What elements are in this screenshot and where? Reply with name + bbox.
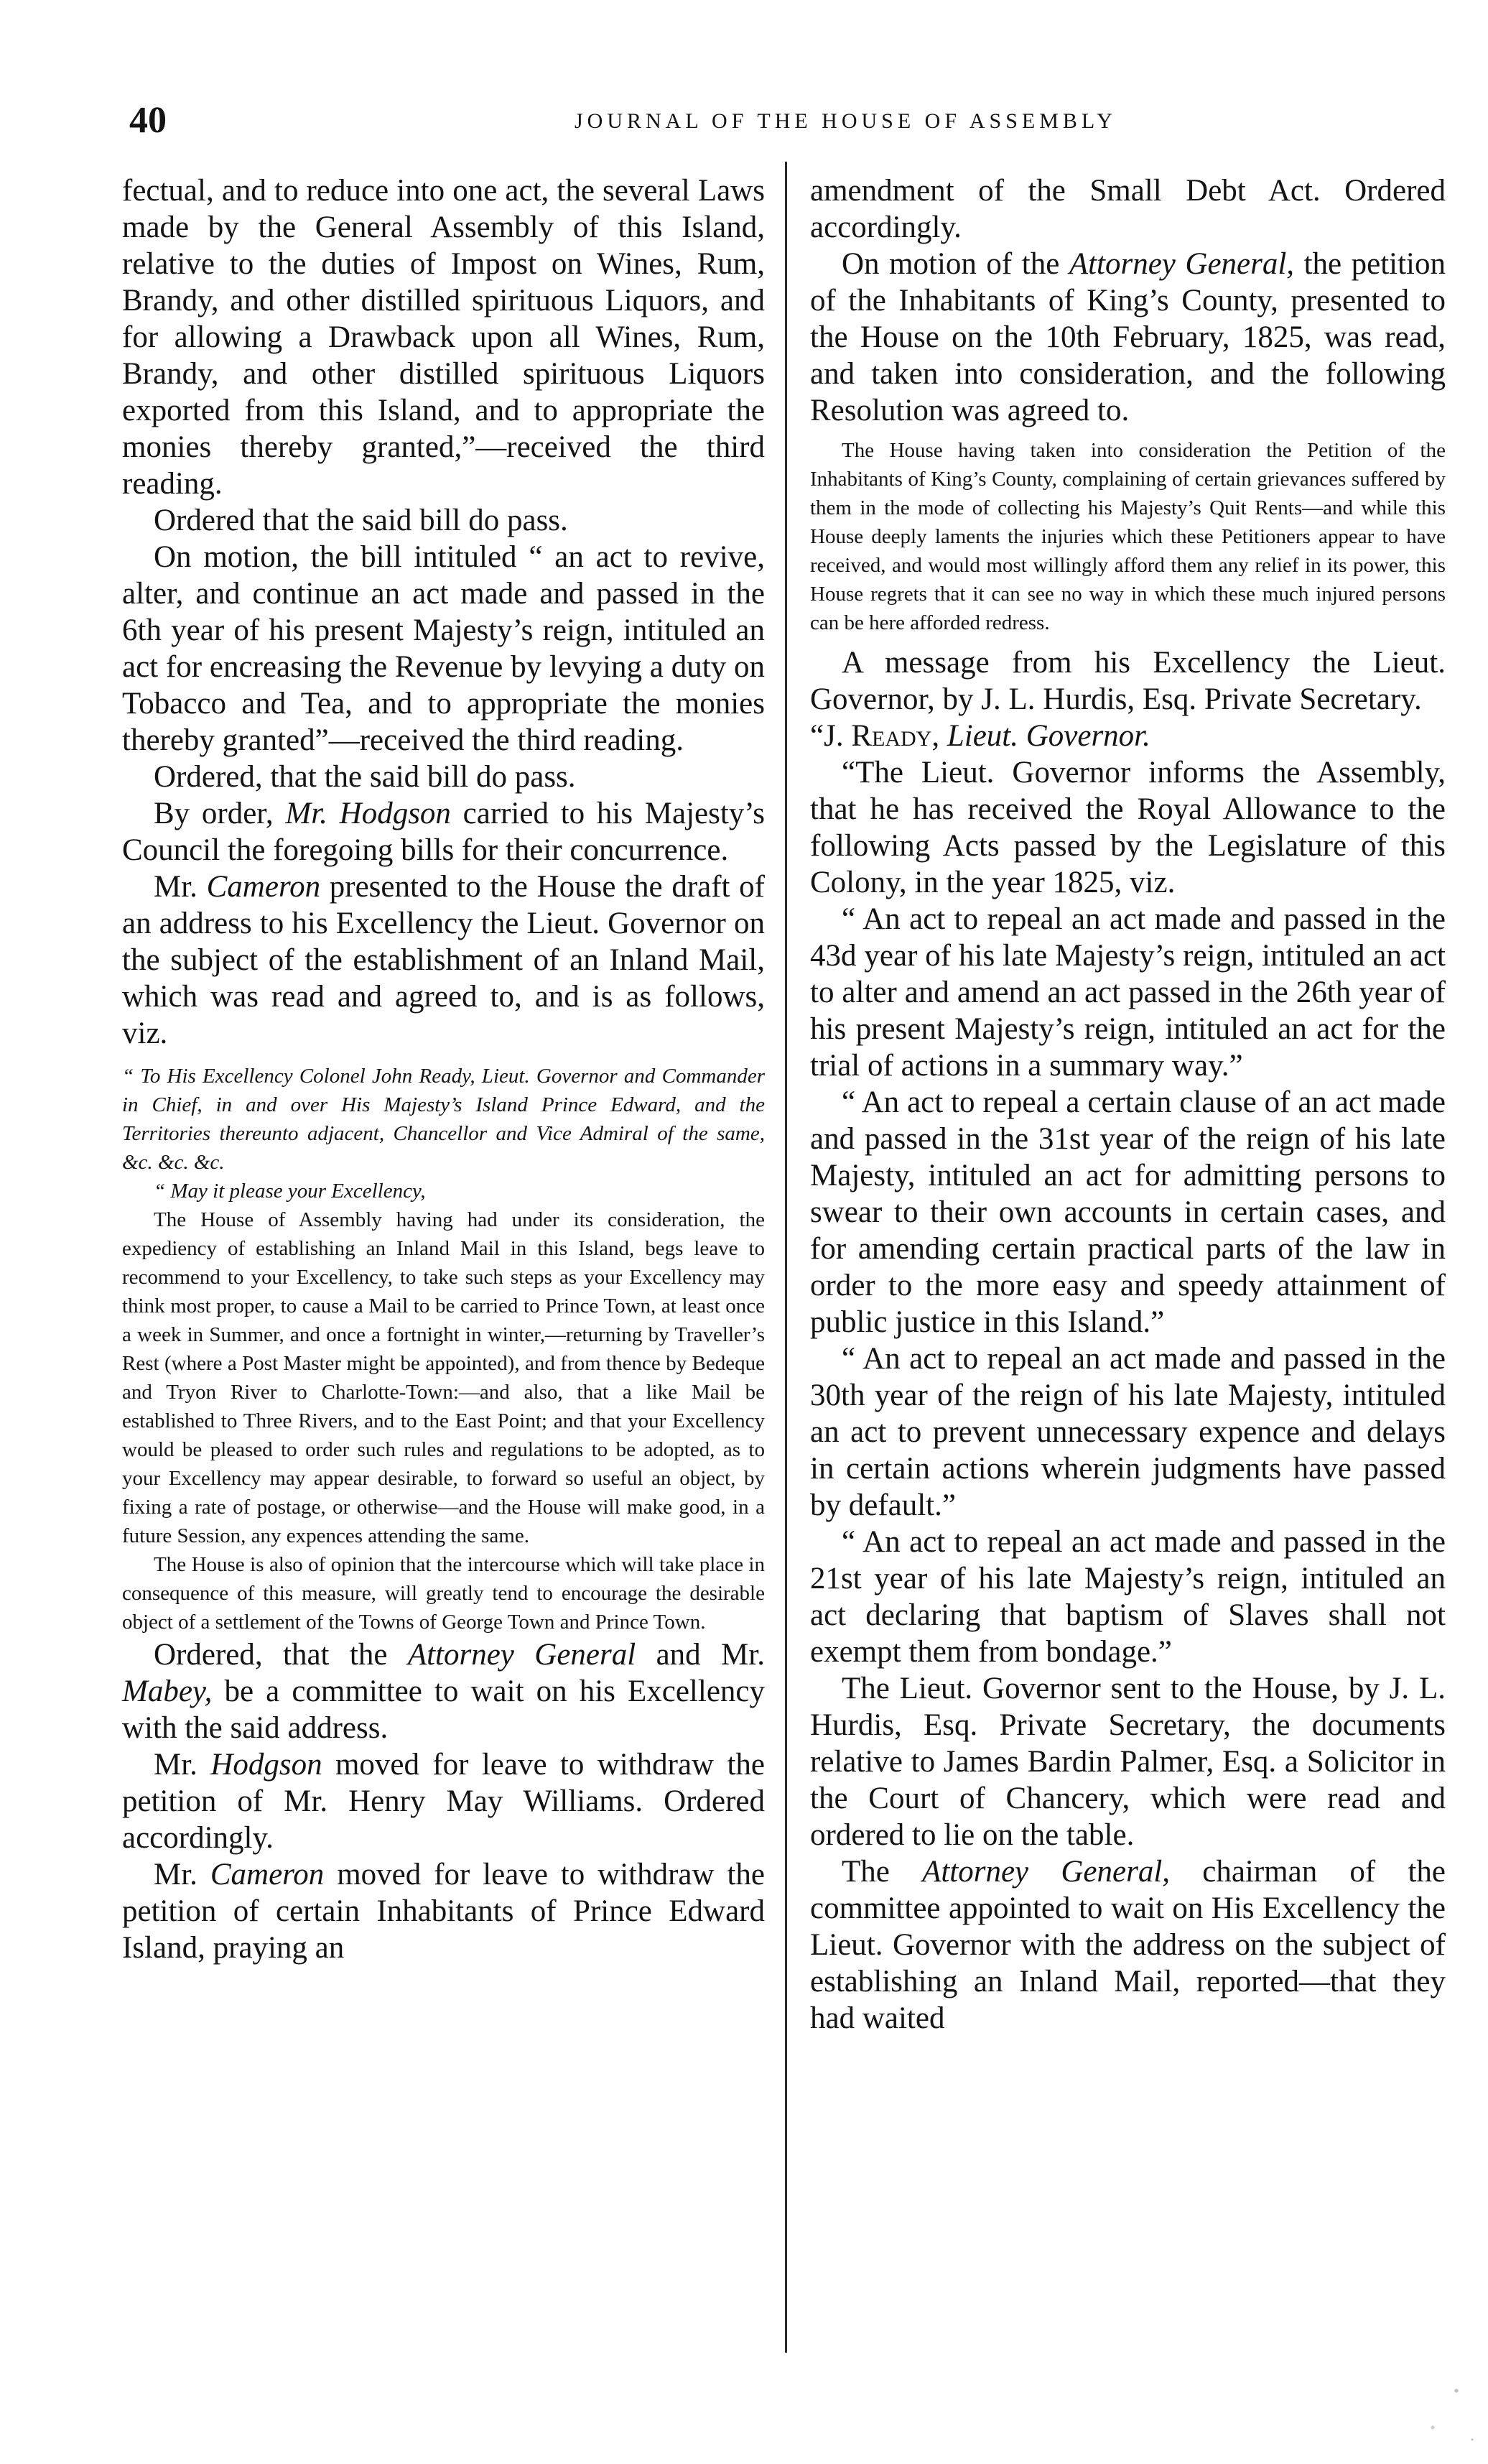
text-run: By order, [154,797,286,830]
paragraph [122,1746,765,1856]
paragraph [810,1853,1446,2037]
paragraph [122,869,765,1052]
paragraph: On motion, the bill intituled “ an act to revive, alter, and continue an act made and passed in the 6th year of his present Majesty’s reign, intituled an act for encreasing the Revenue by levying a duty on Tobacco and Tea, and to appropriate the monies thereby granted”—received the third reading. [122,540,765,757]
page-number: 40 [129,100,167,141]
signature-name: “J. Ready, [810,719,940,753]
text-run: the petition of the Inhabitants of King’s County, presented to the House on the 10th February, 1825, was read, and taken into consideration, and the following Resolution was agreed to. [810,247,1446,427]
act-entry: “ An act to repeal an act made and passed in the 43d year of his late Majesty’s reign, intituled an act to alter and amend an act passed in the 26th year of his present Majesty’s reign, intituled an act for the trial of actions in a summary way.” [810,902,1446,1083]
signature-title: Lieut. Governor. [947,719,1150,753]
left-column [122,172,765,1966]
paper-speckle [1409,2342,1488,2464]
paragraph: The Lieut. Governor sent to the House, by J. L. Hurdis, Esq. Private Secretary, the documents relative to James Bardin Palmer, Esq. a Solicitor in the Court of Chancery, which were read and ordered to lie on the table. [810,1672,1446,1852]
paragraph: fectual, and to reduce into one act, the several Laws made by the General Assembly of this Island, relative to the duties of Impost on Wines, Rum, Brandy, and other distilled spirituous Liquors, and for allowing a Drawback upon all Wines, Rum, Brandy, and other distilled spirituous Liquors exported from this Island, and to appropriate the monies thereby granted,”—received the third reading. [122,174,765,501]
text-run: Mr. [154,1748,211,1782]
member-name: Cameron [206,870,321,904]
text-run: Mr. [154,870,207,904]
act-entry: “ An act to repeal an act made and passed in the 30th year of the reign of his late Majesty, intituled an act to prevent unnecessary expence and delays in certain actions wherein judgments have passed by default.” [810,1342,1446,1522]
paragraph: amendment of the Small Debt Act. Ordered accordingly. [810,174,1446,244]
running-title: JOURNAL OF THE HOUSE OF ASSEMBLY [575,109,1117,133]
text-run: carried to his Majesty’s Council the foregoing bills for their concurrence. [122,797,766,867]
text-run: On motion of the [842,247,1069,281]
paragraph [122,1856,765,1966]
paragraph: A message from his Excellency the Lieut. Governor, by J. L. Hurdis, Esq. Private Secretary. [810,646,1446,716]
member-name: Attorney General, [922,1855,1171,1889]
member-name: Hodgson [210,1748,322,1782]
signature [810,718,1446,754]
member-name: Mr. Hodgson [285,797,451,830]
act-entry: “ An act to repeal a certain clause of an act made and passed in the 31st year of the reign of his late Majesty, intituled an act for admitting persons to swear to their own accounts in certain cases, and for amending certain practical parts of the law in order to the more easy and speedy attainment of public justice in this Island.” [810,1085,1446,1339]
column-divider [785,162,787,2353]
text-run: chairman of the committee appointed to wait on His Excellency the Lieut. Governor with the address on the subject of establishing an Inland Mail, reported—that they had waited [810,1855,1446,2035]
member-name: Cameron [210,1858,325,1891]
paragraph [810,246,1446,429]
address-heading: “ To His Excellency Colonel John Ready, Lieut. Governor and Commander in Chief, in and over His Majesty’s Island Prince Edward, and the Territories thereunto adjacent, Chancellor and Vice Admiral of the same, &c. &c. &c. [122,1065,765,1174]
address-salutation: “ May it please your Excellency, [154,1180,426,1203]
paragraph: Ordered that the said bill do pass. [154,504,568,537]
member-name: Mabey, [122,1675,213,1708]
text-run: and Mr. [636,1638,765,1672]
member-name: Attorney General, [1069,247,1295,281]
page-header [129,99,1465,157]
act-entry: “ An act to repeal an act made and passed in the 21st year of his late Majesty’s reign, intituled an act declaring that baptism of Slaves shall not exempt them from bondage.” [810,1525,1446,1669]
address-paragraph: The House of Assembly having had under its consideration, the expediency of establishing an Inland Mail in this Island, begs leave to recommend to your Excellency, to take such steps as your Excellency may think most proper, to cause a Mail to be carried to Prince Town, at least once a week in Summer, and once a fortnight in winter,—returning by Traveller’s Rest (where a Post Master might be appointed), and from thence by Bedeque and Tryon River to Charlotte-Town:—and also, that a like Mail be established to Three Rivers, and to the East Point; and that your Excellency would be pleased to order such rules and regulations to be adopted, as to your Excellency may appear desirable, to forward so useful an object, by fixing a rate of postage, or otherwise—and the House will make good, in a future Session, any expences attending the same. [122,1208,765,1547]
text-run: be a committee to wait on his Excellency with the said address. [122,1675,765,1745]
text-run: Ordered, that the [154,1638,408,1672]
member-name: Attorney General [407,1638,636,1672]
text-run: moved for leave to withdraw the petition of certain Inhabitants of Prince Edward Island, praying an [122,1858,765,1965]
paragraph [122,795,765,869]
address-paragraph: The House is also of opinion that the intercourse which will take place in consequence of this measure, will greatly tend to encourage the desirable object of a settlement of the Towns of George Town and Prince Town. [122,1553,765,1634]
text-run: Mr. [154,1858,210,1891]
text-run: presented to the House the draft of an address to his Excellency the Lieut. Governor on the subject of the establishment of an Inland Mail, which was read and agreed to, and is as follows, viz. [122,870,765,1050]
text-run: The [842,1855,923,1889]
right-column [810,172,1446,2037]
paragraph: “The Lieut. Governor informs the Assembly, that he has received the Royal Allowance to the following Acts passed by the Legislature of this Colony, in the year 1825, viz. [810,756,1446,899]
resolution: The House having taken into consideration the Petition of the Inhabitants of King’s County, complaining of certain grievances suffered by them in the mode of collecting his Majesty’s Quit Rents—and while this House deeply laments the injuries which these Petitioners appear to have received, and would most willingly afford them any relief in its power, this House regrets that it can see no way in which these much injured persons can be here afforded redress. [810,439,1446,634]
text-run: moved for leave to withdraw the petition of Mr. Henry May Williams. Ordered accordingly. [122,1748,765,1855]
paragraph [122,1636,765,1746]
paragraph: Ordered, that the said bill do pass. [154,760,576,794]
